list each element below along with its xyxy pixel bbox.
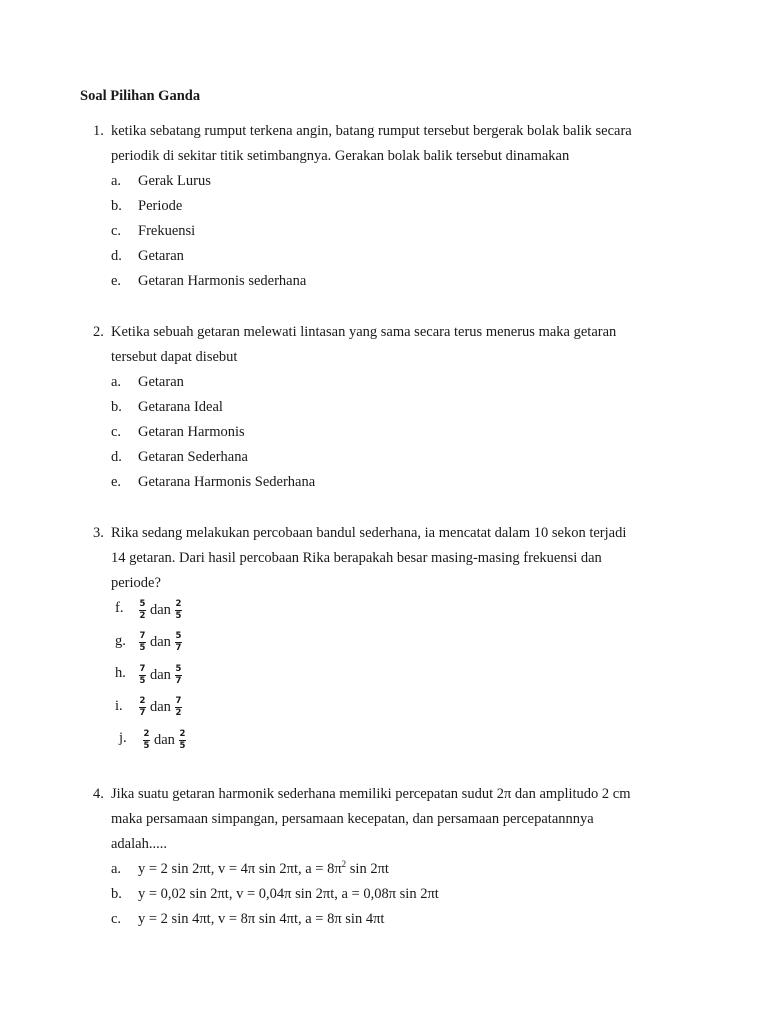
option-label: j. [119, 730, 127, 746]
option-fractions [137, 694, 184, 722]
connector-text: dan [150, 666, 171, 683]
fraction [139, 600, 146, 621]
option-formula: y = 2 sin 4πt, v = 8π sin 4πt, a = 8π sin 4πt [138, 911, 385, 927]
option-text: Getarana Ideal [138, 399, 223, 415]
denominator: 5 [143, 740, 150, 751]
option [111, 219, 713, 244]
denominator: 5 [179, 740, 186, 751]
fraction [143, 730, 150, 751]
option [115, 596, 713, 629]
option [119, 726, 713, 759]
question-text [111, 320, 713, 370]
option [111, 857, 713, 882]
question-3 [93, 521, 713, 759]
numerator: 5 [139, 598, 146, 609]
question-line: 14 getaran. Dari hasil percobaan Rika berapakah besar masing-masing frekuensi dan [111, 550, 602, 566]
option-label: a. [111, 861, 122, 877]
option [111, 445, 713, 470]
option [111, 370, 713, 395]
option-text: Gerak Lurus [138, 173, 211, 189]
connector-text: dan [150, 699, 171, 715]
option [111, 169, 713, 194]
denominator: 7 [175, 675, 182, 686]
fraction [175, 697, 182, 718]
connector-text: dan [150, 634, 171, 650]
numerator: 5 [175, 631, 182, 641]
option-label: i. [115, 697, 123, 714]
option [111, 882, 713, 907]
option [115, 694, 713, 727]
denominator: 5 [139, 643, 146, 653]
option [111, 907, 713, 932]
numerator: 7 [139, 663, 146, 674]
connector-text: dan [154, 731, 175, 748]
option-label: g. [115, 632, 126, 649]
question-line: Rika sedang melakukan percobaan bandul sederhana, ia mencatat dalam 10 sekon terjadi [111, 525, 627, 541]
option [111, 395, 713, 420]
option-label: e. [111, 474, 122, 490]
numerator: 5 [175, 663, 182, 674]
denominator: 7 [175, 643, 182, 653]
option-text: Getaran Sederhana [138, 449, 248, 465]
option [115, 661, 713, 694]
question-4 [93, 782, 713, 932]
option-text: Frekuensi [138, 223, 196, 239]
option [111, 269, 713, 294]
question-line: periodik di sekitar titik setimbangnya. Gerakan bolak balik tersebut dinamakan [111, 148, 570, 164]
question-number: 3. [93, 525, 104, 541]
fraction [139, 697, 146, 718]
option-formula: y = 0,02 sin 2πt, v = 0,04π sin 2πt, a = 0,08π sin 2πt [138, 886, 439, 902]
question-number: 1. [93, 123, 104, 139]
option-label: c. [111, 424, 122, 440]
option-label: b. [111, 886, 122, 902]
option-label: d. [111, 248, 122, 264]
fraction [175, 632, 182, 653]
denominator: 7 [139, 708, 146, 718]
fraction [175, 600, 182, 621]
fraction [179, 730, 186, 751]
option-text: Getaran Harmonis [138, 424, 245, 440]
question-1 [93, 119, 713, 294]
fraction [139, 632, 146, 653]
option-label: a. [111, 173, 122, 189]
option [111, 194, 713, 219]
document-title: Soal Pilihan Ganda [80, 88, 201, 104]
option-text: Periode [138, 198, 183, 214]
fraction [175, 665, 182, 686]
numerator: 2 [143, 728, 150, 739]
denominator: 2 [139, 610, 146, 621]
question-line: ketika sebatang rumput terkena angin, batang rumput tersebut bergerak bolak balik secara [111, 123, 632, 139]
option-label: c. [111, 911, 122, 927]
option-label: e. [111, 273, 122, 289]
question-number: 4. [93, 786, 104, 802]
option [111, 420, 713, 445]
question-number: 2. [93, 324, 104, 340]
option-fractions [137, 661, 184, 689]
option-label: c. [111, 223, 122, 239]
question-text [111, 782, 713, 857]
question-text [111, 119, 713, 169]
option-label: h. [115, 665, 126, 681]
numerator: 2 [139, 696, 146, 706]
denominator: 5 [139, 675, 146, 686]
question-line: Jika suatu getaran harmonik sederhana memiliki percepatan sudut 2π dan amplitudo 2 cm [111, 786, 631, 802]
option [115, 629, 713, 662]
option-label: b. [111, 198, 122, 214]
option [111, 244, 713, 269]
numerator: 7 [175, 696, 182, 706]
option-fractions [137, 629, 184, 657]
option-text: Getaran Harmonis sederhana [138, 273, 307, 289]
option-text: Getaran [138, 374, 184, 390]
question-line: Ketika sebuah getaran melewati lintasan yang sama secara terus menerus maka getaran [111, 324, 617, 340]
option-label: d. [111, 449, 122, 465]
numerator: 2 [175, 598, 182, 609]
question-line: tersebut dapat disebut [111, 349, 238, 365]
denominator: 2 [175, 708, 182, 718]
option-text: Getaran [138, 248, 184, 264]
question-line: adalah..... [111, 836, 167, 852]
option-label: f. [115, 600, 124, 616]
option [111, 470, 713, 495]
connector-text: dan [150, 601, 171, 618]
option-text: Getarana Harmonis Sederhana [138, 474, 316, 490]
question-text [111, 521, 713, 596]
numerator: 2 [179, 728, 186, 739]
numerator: 7 [139, 631, 146, 641]
option-fractions [137, 596, 184, 624]
question-2 [93, 320, 713, 495]
option-formula: y = 2 sin 2πt, v = 4π sin 2πt, $a = 8\pi^2$ sin 2πt [138, 859, 389, 877]
option-label: a. [111, 374, 122, 390]
fraction [139, 665, 146, 686]
question-line: maka persamaan simpangan, persamaan kecepatan, dan persamaan percepatannnya [111, 811, 594, 827]
question-line: periode? [111, 575, 161, 591]
denominator: 5 [175, 610, 182, 621]
option-label: b. [111, 399, 122, 415]
option-fractions [141, 726, 188, 754]
